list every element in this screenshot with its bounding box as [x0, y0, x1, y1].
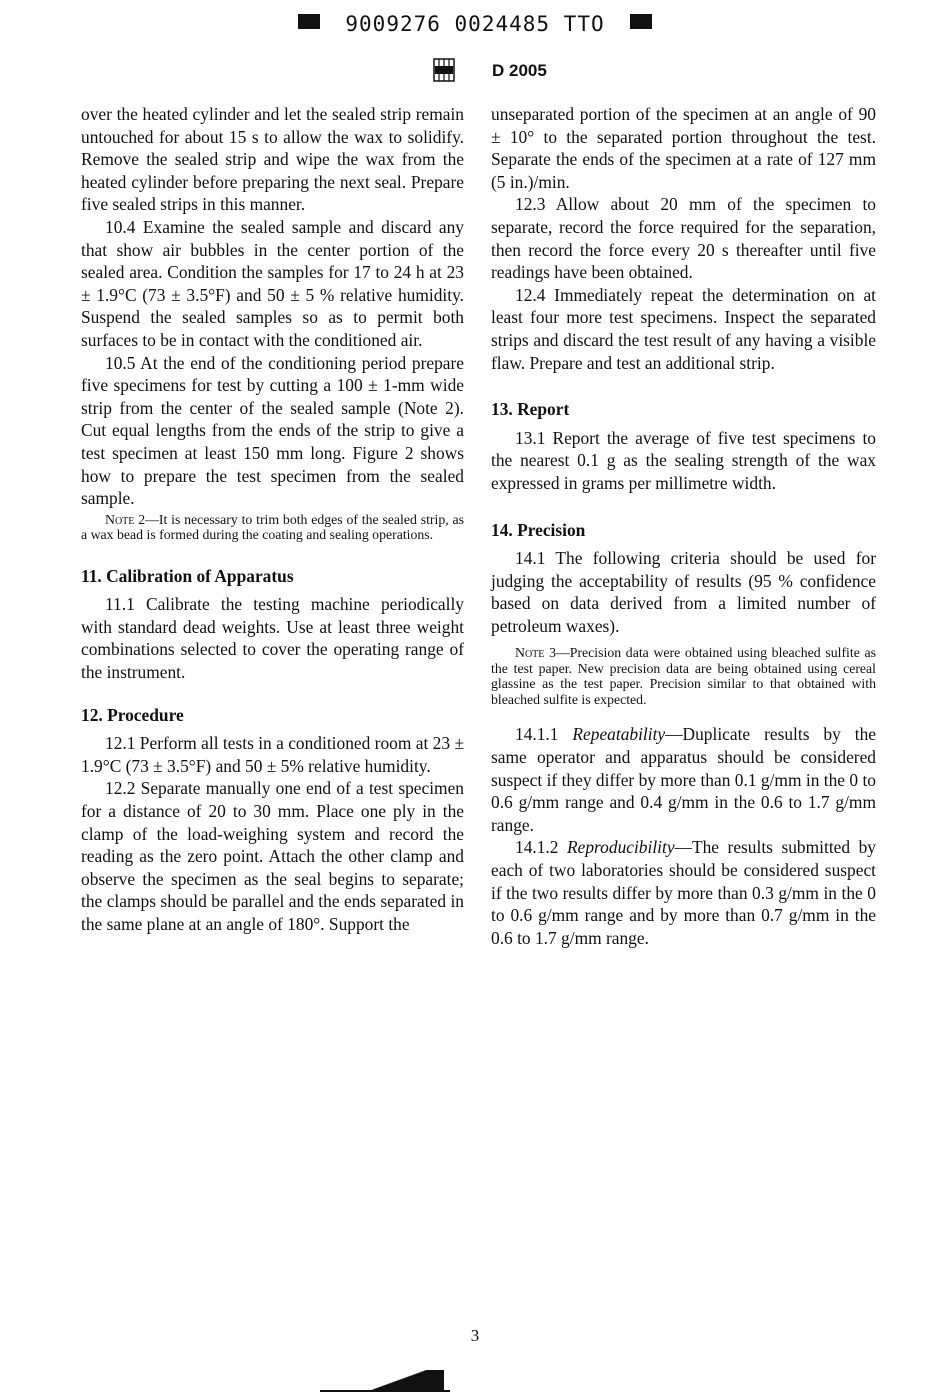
left-column [81, 103, 464, 936]
section-11-heading: 11. Calibration of Apparatus [81, 565, 294, 586]
standard-designation: D 2005 [492, 61, 547, 80]
section-14-heading: 14. Precision [491, 519, 586, 540]
paragraph-14-1-2 [491, 836, 876, 949]
paragraph-12-4: 12.4 Immediately repeat the determination on at least four more test specimens. Inspect the separated strips and discard the test result of any having a visible flaw. Prepare and test an additional strip. [491, 284, 876, 373]
paragraph-12-3: 12.3 Allow about 20 mm of the specimen to separate, record the force required for the separation, then record the force every 20 s thereafter until five readings have been obtained. [491, 194, 876, 283]
paragraph-11-1: 11.1 Calibrate the testing machine periodically with standard dead weights. Use at least three weight combinations selected to cover the operating range of the instrument. [81, 594, 464, 683]
note-3 [491, 645, 876, 707]
reproducibility-term: Reproducibility [567, 837, 675, 858]
right-column [491, 103, 876, 949]
paragraph-14-1-2-text: —The results submitted by each of two laboratories should be considered suspect if the two results differ by more than 0.3 g/mm in the 0 to 0.6 g/mm range and by more than 0.7 g/mm in the 0.6 to 1.7 g/mm range. [491, 837, 876, 948]
paragraph-14-1-1-number: 14.1.1 [515, 724, 573, 745]
left-continuation-paragraph: over the heated cylinder and let the sealed strip remain untouched for about 15 s to allow the wax to solidify. Remove the sealed strip and wipe the wax from the heated cylinder before preparing the next seal. Prepare five sealed strips in this manner. [81, 104, 464, 215]
barcode-block-left [298, 14, 320, 29]
paragraph-14-1: 14.1 The following criteria should be used for judging the acceptability of results (95 % confidence based on data derived from a limited number of petroleum waxes). [491, 548, 876, 636]
paragraph-14-1-1-text: —Duplicate results by the same operator and apparatus should be considered suspect if they differ by more than 0.1 g/mm in the 0 to 0.6 g/mm range and 0.4 g/mm in the 0.6 to 1.7 g/mm range. [491, 724, 877, 835]
astm-logo-icon [433, 58, 455, 82]
paragraph-14-1-2-number: 14.1.2 [515, 837, 568, 858]
scan-artifact-line [320, 1390, 450, 1392]
page-number: 3 [470, 1326, 480, 1345]
note-2 [81, 512, 464, 543]
repeatability-term: Repeatability [572, 724, 666, 745]
barcode-header [0, 12, 950, 36]
barcode-block-right [630, 14, 652, 29]
right-continuation-paragraph: unseparated portion of the specimen at an angle of 90 ± 10° to the separated portion throughout the test. Separate the ends of the specimen at a rate of 127 mm (5 in.)/min. [491, 104, 876, 192]
paragraph-10-5: 10.5 At the end of the conditioning period prepare five specimens for test by cutting a 100 ± 1-mm wide strip from the center of the sealed sample (Note 2). Cut equal lengths from the ends of the strip to give a test specimen at least 150 mm long. Figure 2 shows how to prepare the test specimen from the sealed sample. [81, 352, 464, 509]
paragraph-14-1-1 [491, 723, 876, 836]
barcode-text: 9009276 0024485 TTO [345, 12, 605, 36]
scan-artifact-mark [372, 1370, 444, 1392]
section-12-heading: 12. Procedure [81, 704, 184, 725]
note-3-text: —Precision data were obtained using bleached sulfite as the test paper. New precision data are being obtained using cereal glassine as the test paper. Precision similar to that obtained with bleached sulfite is expected. [491, 645, 877, 707]
section-13-heading: 13. Report [491, 399, 570, 420]
paragraph-13-1: 13.1 Report the average of five test specimens to the nearest 0.1 g as the sealing strength of the wax expressed in grams per millimetre width. [491, 427, 876, 493]
astm-logo [433, 58, 455, 82]
note-3-label: Note 3 [515, 645, 556, 661]
note-2-text: —It is necessary to trim both edges of the sealed strip, as a wax bead is formed during the coating and sealing operations. [81, 511, 464, 543]
paragraph-12-1: 12.1 Perform all tests in a conditioned room at 23 ± 1.9°C (73 ± 3.5°F) and 50 ± 5% relative humidity. [81, 733, 464, 776]
paragraph-12-2: 12.2 Separate manually one end of a test specimen for a distance of 20 to 30 mm. Place one ply in the clamp of the load-weighing system and record the reading as the zero point. Attach the other clamp and observe the specimen as the seal begins to separate; the clamps should be parallel and the ends separated in the same plane at an angle of 180°. Support the [81, 778, 464, 934]
note-2-label: Note 2 [105, 511, 146, 527]
paragraph-10-4: 10.4 Examine the sealed sample and discard any that show air bubbles in the center portion of the sealed area. Condition the samples for 17 to 24 h at 23 ± 1.9°C (73 ± 3.5°F) and 50 ± 5 % relative humidity. Suspend the sealed samples so as to permit both surfaces to be in contact with the conditioned air. [81, 216, 464, 350]
